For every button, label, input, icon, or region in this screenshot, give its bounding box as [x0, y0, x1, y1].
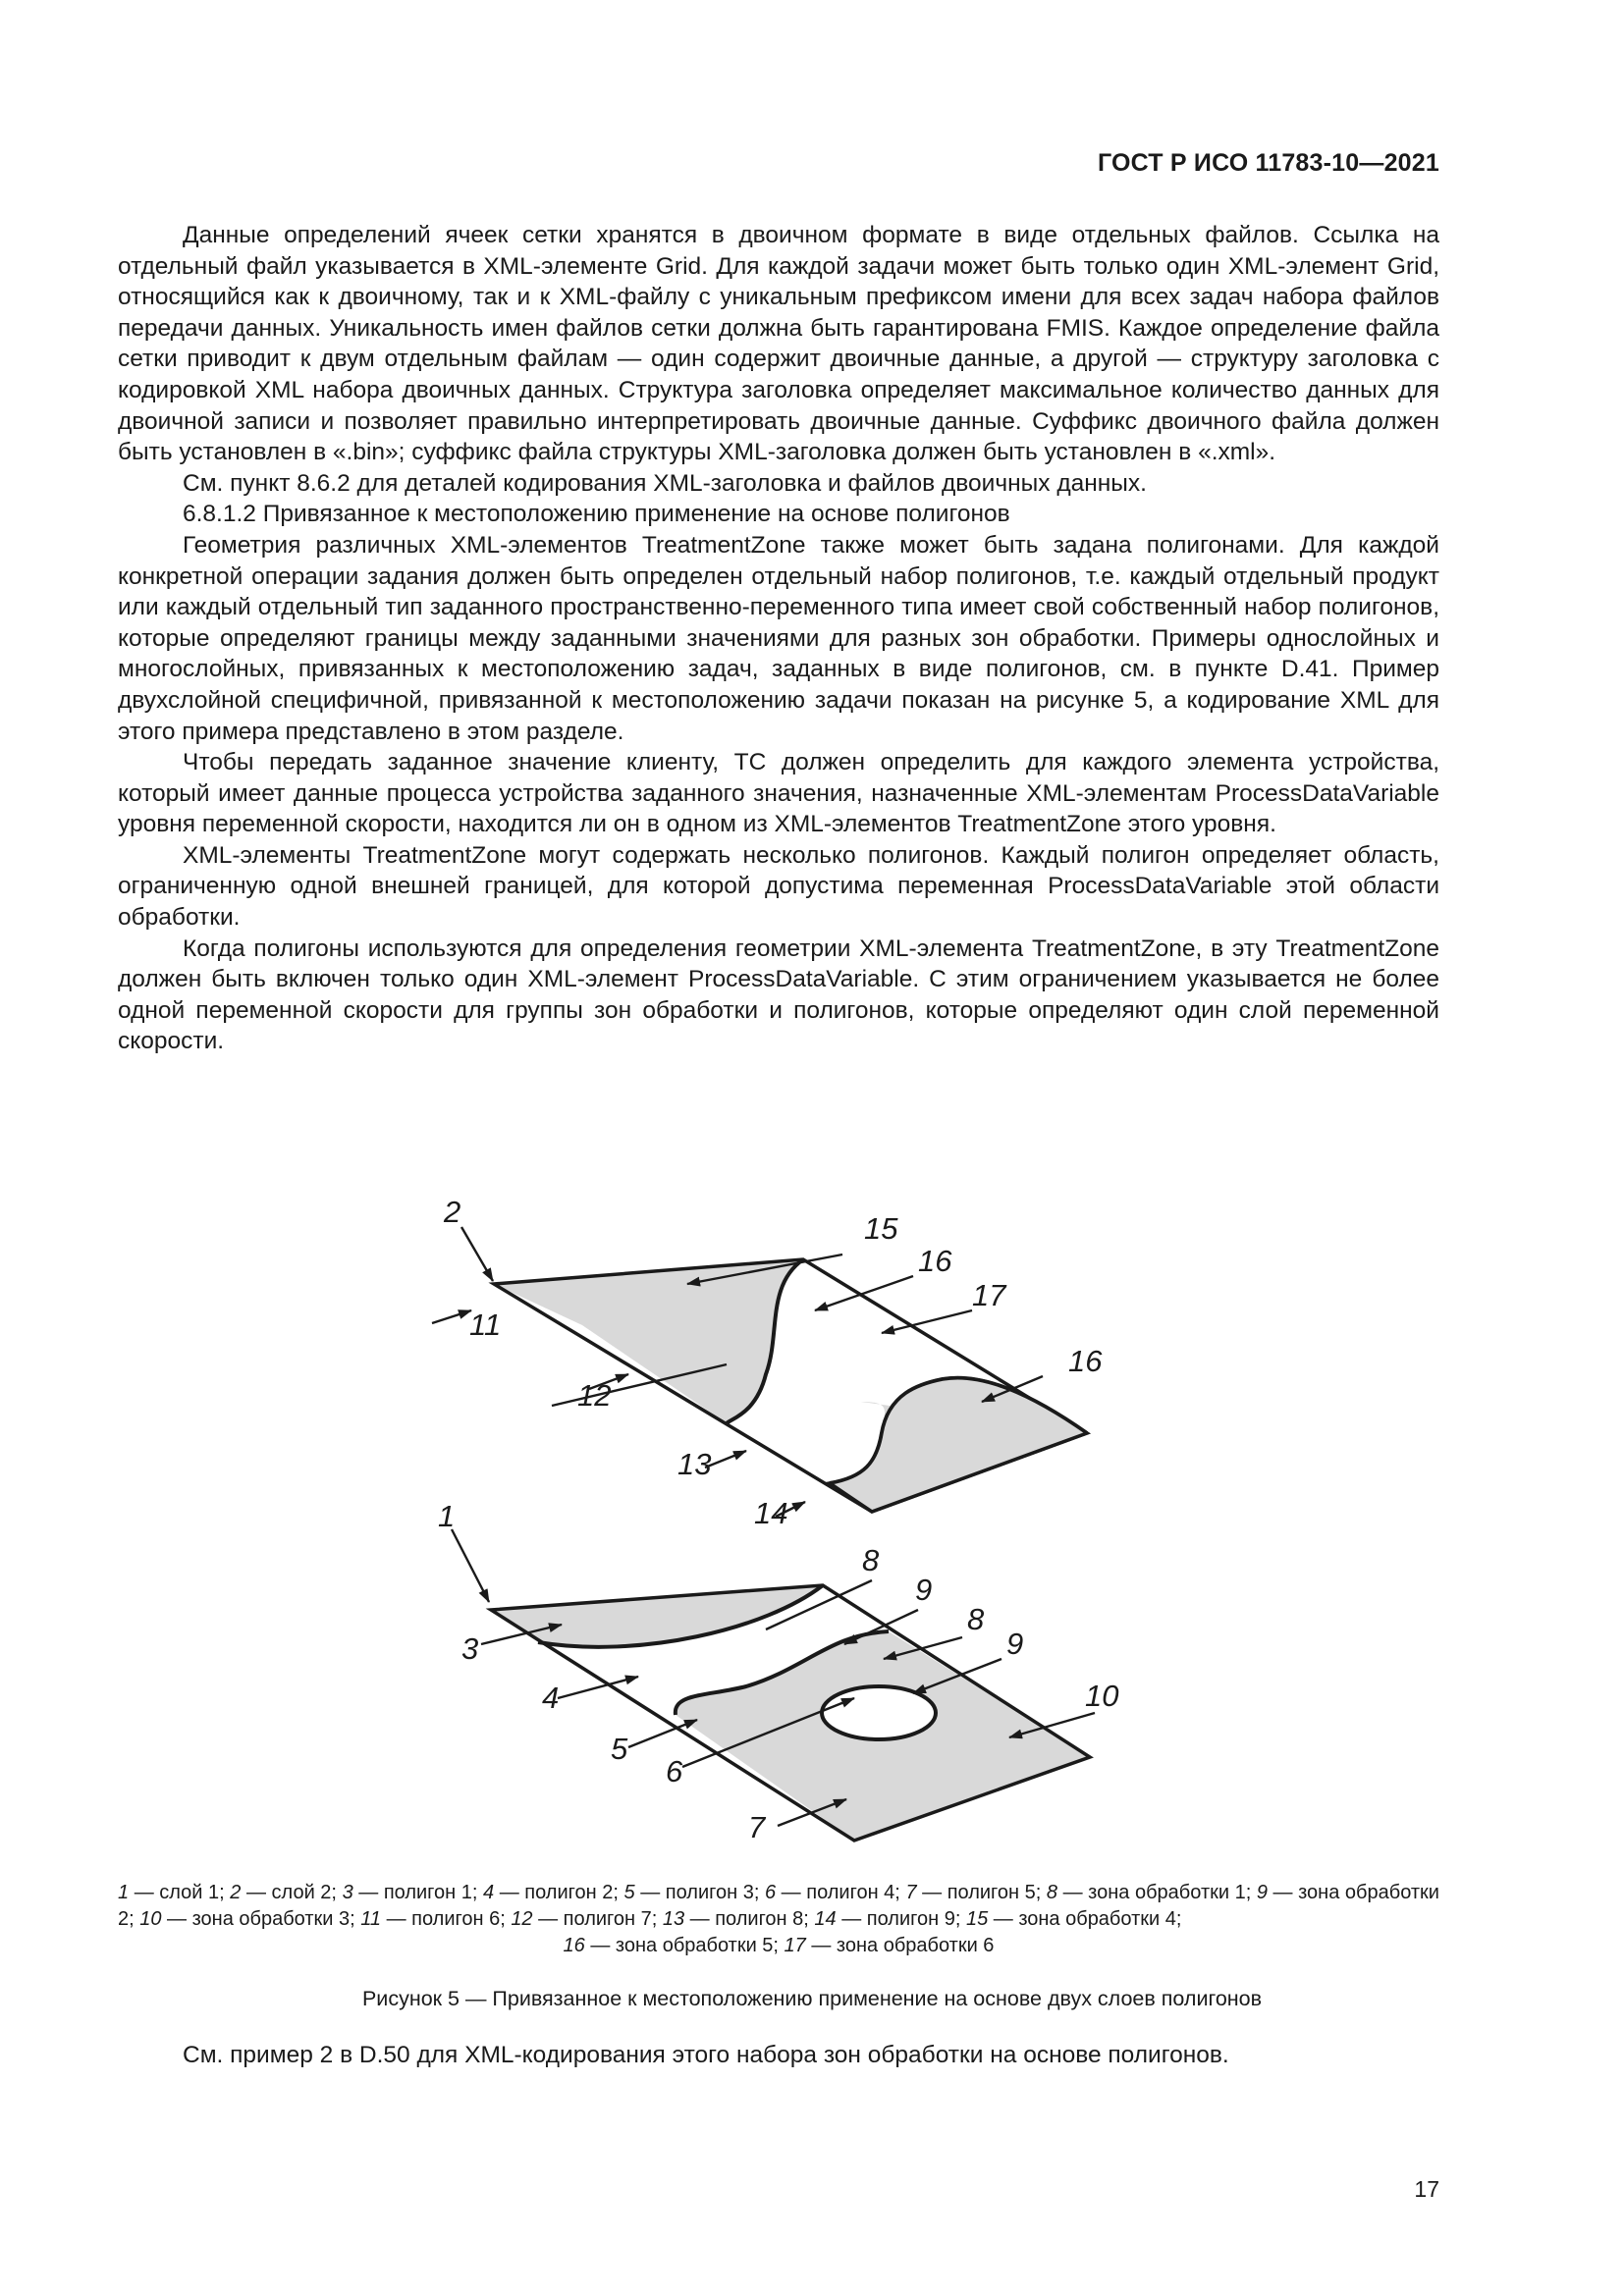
label-7: 7 — [748, 1810, 766, 1844]
label-10: 10 — [1085, 1679, 1119, 1713]
label-6: 6 — [666, 1754, 683, 1789]
key-text: — полигон 7; — [532, 1908, 663, 1930]
label-11: 11 — [469, 1308, 502, 1342]
label-3: 3 — [461, 1631, 479, 1666]
key-number: 2 — [230, 1882, 242, 1903]
key-number: 12 — [511, 1908, 533, 1930]
key-text: — слой 1; — [129, 1882, 231, 1903]
page-number: 17 — [1414, 2176, 1439, 2202]
body-text — [118, 220, 1439, 1057]
label-12: 12 — [577, 1378, 612, 1413]
label-13: 13 — [677, 1447, 712, 1481]
paragraph: Когда полигоны используются для определения геометрии XML-элемента TreatmentZone, в эту TreatmentZone должен быть включен только один XML-элемент ProcessDataVariable. С этим ограничением указывается не более одной переменной скорости для группы зон обработки и полигонов, которые определяют один слой переменной скорости. — [118, 934, 1439, 1055]
key-text: — полигон 4; — [776, 1882, 906, 1903]
key-number: 10 — [139, 1908, 162, 1930]
key-number: 17 — [784, 1935, 806, 1956]
key-text: — слой 2; — [241, 1882, 343, 1903]
section-heading: 6.8.1.2 Привязанное к местоположению применение на основе полигонов — [183, 501, 1010, 528]
key-number: 13 — [662, 1908, 685, 1930]
key-text: — зона обработки 3; — [161, 1908, 361, 1930]
figure-key-main — [118, 1882, 1439, 1930]
key-number: 16 — [563, 1935, 585, 1956]
label-16-top: 16 — [918, 1244, 952, 1278]
key-number: 3 — [342, 1882, 353, 1903]
key-text: — зона обработки 2; — [118, 1882, 1439, 1930]
layer-1 — [491, 1585, 1090, 1841]
key-text: — зона обработки 5; — [584, 1935, 785, 1956]
label-4: 4 — [542, 1681, 560, 1715]
key-number: 5 — [623, 1882, 635, 1903]
label-8-top: 8 — [862, 1543, 880, 1577]
key-text: — зона обработки 1; — [1057, 1882, 1257, 1903]
key-number: 11 — [360, 1908, 382, 1930]
figure-title: Рисунок 5 — Привязанное к местоположению применение на основе двух слоев полигонов — [361, 1987, 1263, 2010]
key-text: — полигон 3; — [634, 1882, 765, 1903]
key-number: 9 — [1256, 1882, 1268, 1903]
key-number: 15 — [965, 1908, 989, 1930]
key-number: 4 — [483, 1882, 495, 1903]
label-5: 5 — [611, 1732, 628, 1766]
key-text: — полигон 8; — [684, 1908, 815, 1930]
polygon-3 — [491, 1585, 823, 1647]
page-header: ГОСТ Р ИСО 11783-10—2021 — [1097, 149, 1439, 177]
key-number: 14 — [814, 1908, 837, 1930]
key-text: — полигон 2; — [494, 1882, 624, 1903]
label-9-top: 9 — [915, 1573, 933, 1607]
paragraph: Геометрия различных XML-элементов TreatmentZone также может быть задана полигонами. Для каждой конкретной операции задания должен быть определен отдельный набор полигонов, т.е. каждый отдельный продукт или каждый отдельный тип заданного пространственно-переменного типа имеет свой собственный набор полигонов, которые определяют границы между заданными значениями для разных зон обработки. Примеры однослойных и многослойных, привязанных к местоположению задач, заданных в виде полигонов, см. в пункте D.41. Пример двухслойной специфичной, привязанной к местоположению задачи показан на рисунке 5, а кодирование XML для этого примера представлено в этом разделе. — [118, 531, 1439, 745]
key-text: — зона обработки 4; — [988, 1908, 1182, 1930]
key-text: — полигон 6; — [381, 1908, 512, 1930]
paragraph: Чтобы передать заданное значение клиенту, TC должен определить для каждого элемента устройства, который имеет данные процесса устройства заданного значения, назначенные XML-элементам ProcessDataVariable уровня переменной скорости, находится ли он в одном из XML-элементов TreatmentZone этого уровня. — [118, 749, 1439, 838]
zone-16-right — [830, 1378, 1087, 1512]
key-text: — полигон 9; — [836, 1908, 966, 1930]
key-number: 8 — [1046, 1882, 1058, 1903]
polygon-6-ellipse — [822, 1686, 936, 1739]
key-number: 6 — [764, 1882, 777, 1903]
paragraph: Данные определений ячеек сетки хранятся в двоичном формате в виде отдельных файлов. Ссылка на отдельный файл указывается в XML-элементе Grid. Для каждой задачи может быть только один XML-элемент Grid, относящийся как к двоичному, так и к XML-файлу с уникальным префиксом имени для всех задач набора файлов передачи данных. Уникальность имен файлов сетки должна быть гарантирована FMIS. Каждое определение файла сетки приводит к двум отдельным файлам — один содержит двоичные данные, а другой — структуру заголовка с кодировкой XML набора двоичных данных. Структура заголовка определяет максимальное количество данных для двоичной записи и позволяет правильно интерпретировать двоичные данные. Суффикс двоичного файла должен быть установлен в «.bin»; суффикс файла структуры XML-заголовка должен быть установлен в «.xml». — [118, 222, 1439, 466]
final-note: См. пример 2 в D.50 для XML-кодирования этого набора зон обработки на основе полигонов. — [183, 2042, 1229, 2068]
key-text: — зона обработки 6 — [805, 1935, 995, 1956]
label-8-right: 8 — [967, 1602, 985, 1636]
label-1: 1 — [438, 1499, 456, 1533]
key-number: 7 — [905, 1882, 917, 1903]
label-15: 15 — [864, 1211, 898, 1246]
key-number: 1 — [118, 1882, 130, 1903]
figure-5-diagram — [0, 1193, 1624, 1880]
figure-key-last-line — [118, 1933, 1439, 1959]
key-text: — полигон 1; — [352, 1882, 484, 1903]
label-2: 2 — [444, 1195, 461, 1229]
label-9-right: 9 — [1006, 1627, 1024, 1661]
label-16-right: 16 — [1068, 1344, 1103, 1378]
paragraph: См. пункт 8.6.2 для деталей кодирования XML-заголовка и файлов двоичных данных. — [183, 469, 1147, 497]
key-text: — полигон 5; — [916, 1882, 1047, 1903]
figure-key — [118, 1880, 1439, 1959]
paragraph: XML-элементы TreatmentZone могут содержать несколько полигонов. Каждый полигон определяет область, ограниченную одной внешней границей, для которой допустима переменная ProcessDataVariable этой области обработки. — [118, 841, 1439, 932]
label-17: 17 — [972, 1278, 1006, 1312]
label-14: 14 — [754, 1496, 788, 1530]
